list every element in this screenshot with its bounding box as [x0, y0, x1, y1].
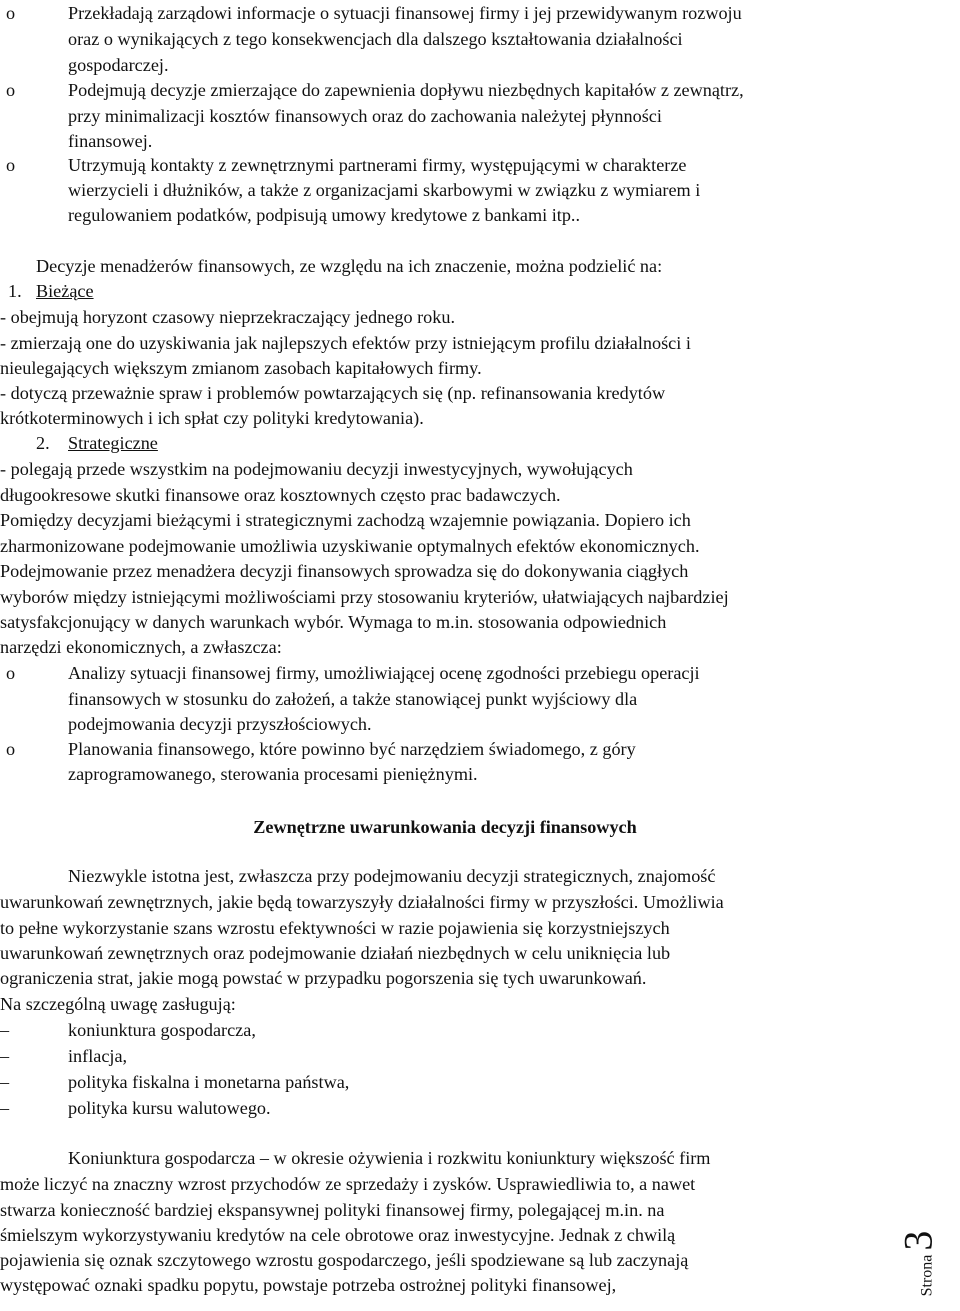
bullet-marker: o: [6, 3, 16, 23]
section-number: 2.: [36, 433, 50, 453]
list-item-text: polityka fiskalna i monetarna państwa,: [68, 1072, 350, 1092]
section-title: Bieżące: [36, 281, 94, 301]
bullet-text: finansowej.: [68, 131, 153, 151]
bullet-text: wierzycieli i dłużników, a także z organizacjami skarbowymi w związku z wymiarem i: [68, 180, 701, 200]
section-line: Podejmowanie przez menadżera decyzji finansowych sprowadza się do dokonywania ciągłych: [0, 561, 689, 581]
section-line: wyborów między istniejącymi możliwościami przy stosowaniu kryteriów, ułatwiających najbardziej: [0, 587, 729, 607]
paragraph-line: może liczyć na znaczny wzrost przychodów ze sprzedaży i zysków. Usprawiedliwia to, a nawet: [0, 1174, 696, 1194]
paragraph-line: Koniunktura gospodarcza – w okresie ożywienia i rozkwitu koniunktury większość firm: [68, 1148, 711, 1168]
dash-marker: –: [0, 1098, 10, 1118]
bullet-marker: o: [6, 80, 16, 100]
list-item-text: koniunktura gospodarcza,: [68, 1020, 256, 1040]
bullet-text: Planowania finansowego, które powinno być narzędziem świadomego, z góry: [68, 739, 636, 759]
page-number: 3: [895, 1230, 941, 1251]
dash-marker: –: [0, 1020, 10, 1040]
paragraph-line: ograniczenia strat, jakie mogą powstać w przypadku pogorszenia się tych uwarunkowań.: [0, 968, 647, 988]
section-heading: Zewnętrzne uwarunkowania decyzji finansowych: [253, 817, 637, 837]
bullet-text: podejmowania decyzji przyszłościowych.: [68, 714, 372, 734]
section-line: - dotyczą przeważnie spraw i problemów powtarzających się (np. refinansowania kredytów: [0, 383, 666, 403]
bullet-marker: o: [6, 155, 16, 175]
bullet-text: finansowych w stosunku do założeń, a także stanowiącej punkt wyjściowy dla: [68, 689, 638, 709]
paragraph-line: stwarza konieczność bardziej ekspansywnej polityki finansowej firmy, polegającej m.in. na: [0, 1200, 665, 1220]
bullet-text: Utrzymują kontakty z zewnętrznymi partnerami firmy, występującymi w charakterze: [68, 155, 687, 175]
paragraph-line: śmielszym wykorzystywaniu kredytów na cele obrotowe oraz inwestycyjne. Jednak z chwilą: [0, 1225, 676, 1245]
paragraph-line: uwarunkowań zewnętrznych oraz podejmowanie działań niezbędnych w celu uniknięcia lub: [0, 943, 671, 963]
bullet-text: Analizy sytuacji finansowej firmy, umożliwiającej ocenę zgodności przebiegu operacji: [68, 663, 700, 683]
paragraph-line: to pełne wykorzystanie szans wzrostu efektywności w razie pojawienia się korzystniejszych: [0, 918, 670, 938]
paragraph-line: występować oznaki spadku popytu, powstaje potrzeba ostrożnej polityki finansowej,: [0, 1275, 617, 1295]
bullet-text: Podejmują decyzje zmierzające do zapewnienia dopływu niezbędnych kapitałów z zewnątrz,: [68, 80, 744, 100]
section-line: nieulegających większym zmianom zasobach kapitałowych firmy.: [0, 358, 482, 378]
bullet-text: Przekładają zarządowi informacje o sytuacji finansowej firmy i jej przewidywanym rozwoju: [68, 3, 742, 23]
section-line: satysfakcjonujący w danych warunkach wybór. Wymaga to m.in. stosowania odpowiednich: [0, 612, 667, 632]
section-number: 1.: [8, 281, 22, 301]
paragraph-line: Niezwykle istotna jest, zwłaszcza przy podejmowaniu decyzji strategicznych, znajomość: [68, 866, 716, 886]
decisions-intro: Decyzje menadżerów finansowych, ze względu na ich znaczenie, można podzielić na:: [36, 256, 663, 276]
section-line: - zmierzają one do uzyskiwania jak najlepszych efektów przy istniejącym profilu działalności i: [0, 333, 691, 353]
paragraph-line: Na szczególną uwagę zasługują:: [0, 994, 236, 1014]
section-line: narzędzi ekonomicznych, a zwłaszcza:: [0, 637, 282, 657]
bullet-text: gospodarczej.: [68, 55, 169, 75]
bullet-text: regulowaniem podatków, podpisują umowy kredytowe z bankami itp..: [68, 205, 581, 225]
section-line: - polegają przede wszystkim na podejmowaniu decyzji inwestycyjnych, wywołujących: [0, 459, 633, 479]
list-item-text: polityka kursu walutowego.: [68, 1098, 271, 1118]
section-line: zharmonizowane podejmowanie umożliwia uzyskiwanie optymalnych efektów ekonomicznych.: [0, 536, 700, 556]
bullet-text: zaprogramowanego, sterowania procesami pieniężnymi.: [68, 764, 478, 784]
section-line: Pomiędzy decyzjami bieżącymi i strategicznymi zachodzą wzajemnie powiązania. Dopiero ich: [0, 510, 691, 530]
dash-marker: –: [0, 1072, 10, 1092]
list-item-text: inflacja,: [68, 1046, 128, 1066]
paragraph-line: uwarunkowań zewnętrznych, jakie będą towarzyszyły działalności firmy w przyszłości. Umożliwia: [0, 892, 724, 912]
paragraph-line: pojawienia się oznak szczytowego wzrostu gospodarczego, jeśli spodziewane są lub zaczynają: [0, 1250, 689, 1270]
bullet-marker: o: [6, 663, 16, 683]
bullet-text: przy minimalizacji kosztów finansowych oraz do zachowania należytej płynności: [68, 106, 662, 126]
page-label: Strona: [918, 1254, 936, 1297]
bullet-text: oraz o wynikających z tego konsekwencjach dla dalszego kształtowania działalności: [68, 29, 683, 49]
section-line: długookresowe skutki finansowe oraz kosztownych często prac badawczych.: [0, 485, 561, 505]
bullet-marker: o: [6, 739, 16, 759]
section-line: - obejmują horyzont czasowy nieprzekraczający jednego roku.: [0, 307, 455, 327]
section-line: krótkoterminowych i ich spłat czy polityki kredytowania).: [0, 408, 424, 428]
section-title: Strategiczne: [68, 433, 158, 453]
page-number-footer: [895, 1200, 960, 1310]
dash-marker: –: [0, 1046, 10, 1066]
